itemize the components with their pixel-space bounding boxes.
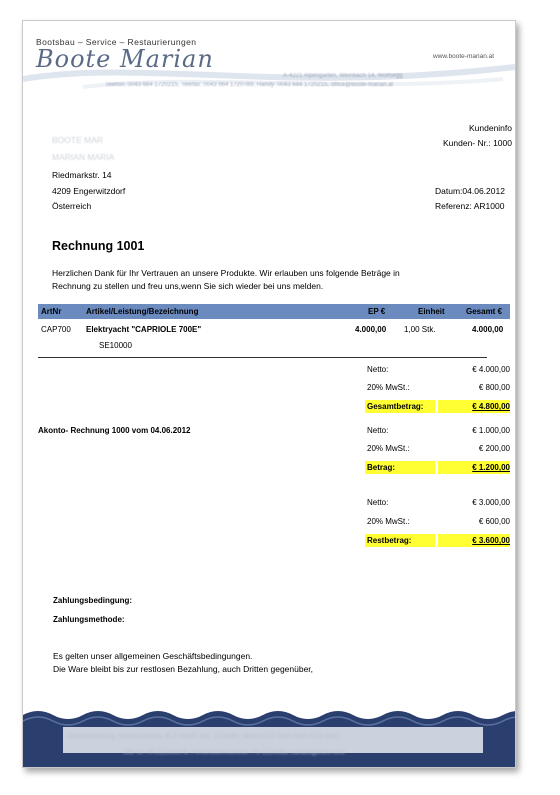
th-artikel: Artikel/Leistung/Bezeichnung [86, 307, 199, 316]
footer-bank-line: Bankverbindung: Raiffeisenbank, BLZ 34000, Kto. 1234567, IBAN AT12 3400 0000 0123 4567 [68, 733, 340, 740]
th-gesamt: Gesamt € [466, 307, 503, 316]
recipient-name-1: BOOTE MAR [52, 135, 104, 145]
kunden-nr: Kunden- Nr.: 1000 [443, 138, 512, 148]
akonto-mwst-label: 20% MwSt.: [367, 444, 410, 453]
betrag-value: € 1.200,00 [472, 463, 510, 472]
company-address: A-4221 Alpengarten, Weinbach 14, Wolfsegg [283, 73, 403, 79]
akonto-label: Akonto- Rechnung 1000 vom 04.06.2012 [38, 426, 191, 435]
company-logo: Boote Marian [36, 45, 214, 73]
invoice-page [22, 20, 516, 768]
footer-uid-line: UID-Nr. ATU12345678, Firmenbuchnummer FN 123456a, Landesgericht Linz [123, 749, 346, 756]
akonto-netto-value: € 1.000,00 [472, 426, 510, 435]
table-header [38, 304, 510, 319]
rest-mwst-label: 20% MwSt.: [367, 517, 410, 526]
th-einheit: Einheit [418, 307, 445, 316]
mwst-value: € 800,00 [478, 383, 510, 392]
invoice-date: Datum:04.06.2012 [435, 186, 505, 196]
recipient-name-2: MARIAN MARIA [52, 152, 115, 162]
netto-value: € 4.000,00 [472, 365, 510, 374]
rest-label: Restbetrag: [367, 536, 412, 545]
betrag-label: Betrag: [367, 463, 396, 472]
akonto-netto-label: Netto: [367, 426, 389, 435]
row-einheit: 1,00 Stk. [404, 325, 436, 334]
row-artikel: Elektryacht "CAPRIOLE 700E" [86, 325, 202, 334]
invoice-reference: Referenz: AR1000 [435, 201, 505, 211]
rest-netto-value: € 3.000,00 [472, 498, 510, 507]
zahlungsmethode-label: Zahlungsmethode: [53, 615, 125, 624]
invoice-intro [52, 267, 400, 293]
gesamt-label: Gesamtbetrag: [367, 402, 424, 411]
recipient-street: Riedmarkstr. 14 [52, 170, 112, 180]
akonto-mwst-value: € 200,00 [478, 444, 510, 453]
rest-mwst-value: € 600,00 [478, 517, 510, 526]
gesamt-value: € 4.800,00 [472, 402, 510, 411]
terms-line-2: Die Ware bleibt bis zur restlosen Bezahlung, auch Dritten gegenüber, [53, 664, 314, 674]
row-ep: 4.000,00 [355, 325, 387, 334]
terms-line-1: Es gelten unser allgemeinen Geschäftsbedingungen. [53, 651, 253, 661]
mwst-label: 20% MwSt.: [367, 383, 410, 392]
invoice-title: Rechnung 1001 [52, 239, 145, 253]
company-tagline: Bootsbau – Service – Restaurierungen [36, 37, 197, 47]
intro-line-1: Herzlichen Dank für Ihr Vertrauen an unsere Produkte. Wir erlauben uns folgende Beträge in [52, 268, 400, 278]
recipient-country: Österreich [52, 201, 92, 211]
zahlungsbedingung-label: Zahlungsbedingung: [53, 596, 133, 605]
rest-value: € 3.600,00 [472, 536, 510, 545]
recipient-city: 4209 Engerwitzdorf [52, 186, 126, 196]
company-phone-line: Telefon: 0043 664 1720215, Telefax: 0043 664 1720789, Handy: 0043 664 1720215, office@boote-marian.at [105, 82, 394, 88]
rest-netto-label: Netto: [367, 498, 389, 507]
intro-line-2: Rechnung zu stellen und freu uns,wenn Sie sich wieder bei uns melden. [52, 281, 324, 291]
row-gesamt: 4.000,00 [472, 325, 504, 334]
th-ep: EP € [368, 307, 386, 316]
kundeninfo-label: Kundeninfo [468, 123, 512, 133]
row-artnr: CAP700 [41, 325, 71, 334]
th-artnr: ArtNr [41, 307, 62, 316]
netto-label: Netto: [367, 365, 389, 374]
row-sub: SE10000 [99, 341, 132, 350]
company-website: www.boote-marian.at [433, 53, 495, 60]
table-divider [38, 357, 487, 358]
